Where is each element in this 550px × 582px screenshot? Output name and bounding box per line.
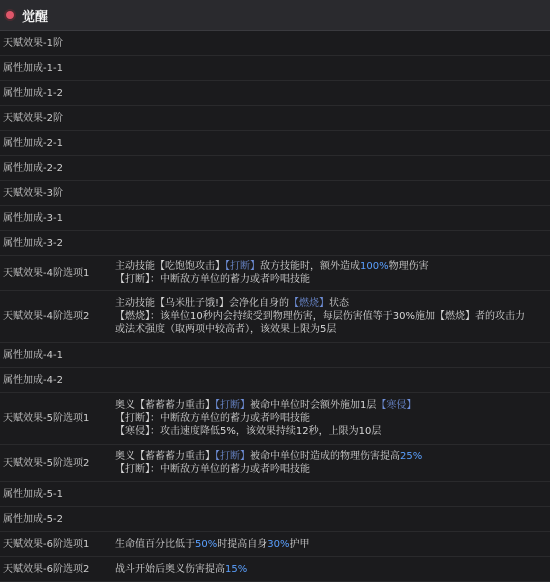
description-line <box>115 273 542 286</box>
highlight-text: 30% <box>267 538 290 550</box>
highlight-text: 【寒侵】 <box>376 400 417 411</box>
description-line <box>115 399 542 412</box>
description-text: 被命中单位时造成的物理伤害提高 <box>250 451 400 462</box>
row-label: 天赋效果-3阶 <box>3 187 63 199</box>
row-label: 天赋效果-1阶 <box>3 37 63 49</box>
table-row <box>0 31 550 56</box>
row-description <box>113 56 550 80</box>
description-text: 战斗开始后奥义伤害提高 <box>115 563 225 575</box>
highlight-text: 【打断】 <box>215 451 250 462</box>
description-text: 【燃烧】：该单位10秒内会持续受到物理伤害，每层伤害值等于30%施加【燃烧】者的攻击力 <box>115 311 525 322</box>
row-description <box>113 156 550 180</box>
row-description <box>113 231 550 255</box>
description-line <box>115 260 542 273</box>
description-text: 奥义【蓄蓄蓄力重击】 <box>115 400 215 411</box>
row-description <box>113 532 550 556</box>
highlight-text: 【打断】 <box>225 261 260 272</box>
highlight-text: 15% <box>225 563 248 575</box>
description-text: 敌方技能时，额外造成 <box>260 261 360 272</box>
row-label: 属性加成-4-2 <box>3 374 63 386</box>
row-label: 天赋效果-6阶选项1 <box>3 538 90 550</box>
row-label: 天赋效果-2阶 <box>3 112 63 124</box>
table-row <box>0 131 550 156</box>
description-line <box>115 323 542 336</box>
section-title: 觉醒 <box>22 9 49 25</box>
description-text: 【打断】：中断敌方单位的蓄力或者吟唱技能 <box>115 274 310 285</box>
table-row <box>0 291 550 343</box>
description-text: 主动技能【吃饱饱攻击】 <box>115 261 225 272</box>
row-description <box>113 31 550 55</box>
red-dot-icon <box>6 11 14 19</box>
description-text: 状态 <box>329 298 350 309</box>
table-row <box>0 231 550 256</box>
description-line <box>115 450 542 463</box>
table-row <box>0 56 550 81</box>
table-row <box>0 557 550 582</box>
row-description <box>113 368 550 392</box>
description-line <box>115 297 542 310</box>
row-label: 天赋效果-4阶选项2 <box>3 311 90 322</box>
row-description <box>113 482 550 506</box>
row-description <box>113 106 550 130</box>
description-text: 或法术强度（取两项中较高者），该效果上限为5层 <box>115 324 337 335</box>
row-description <box>113 206 550 230</box>
row-label: 属性加成-2-1 <box>3 137 63 149</box>
row-description <box>113 445 550 481</box>
highlight-text: 【燃烧】 <box>289 298 330 309</box>
row-description <box>113 393 550 444</box>
table-row <box>0 256 550 291</box>
row-label: 属性加成-3-1 <box>3 212 63 224</box>
description-line <box>115 310 542 323</box>
row-label: 属性加成-1-2 <box>3 87 63 99</box>
description-text: 护甲 <box>289 538 310 550</box>
row-label: 属性加成-3-2 <box>3 237 63 249</box>
row-label: 天赋效果-5阶选项2 <box>3 457 90 469</box>
highlight-text: 50% <box>195 538 218 550</box>
row-description <box>113 81 550 105</box>
table-row <box>0 181 550 206</box>
row-label: 天赋效果-5阶选项1 <box>3 413 90 424</box>
talent-table <box>0 31 550 582</box>
row-label: 属性加成-2-2 <box>3 162 63 174</box>
description-line <box>115 563 542 576</box>
row-label: 天赋效果-6阶选项2 <box>3 563 90 575</box>
table-row <box>0 368 550 393</box>
table-row <box>0 507 550 532</box>
description-text: 【打断】：中断敌方单位的蓄力或者吟唱技能 <box>115 464 310 475</box>
description-text: 【寒侵】：攻击速度降低5%，该效果持续12秒，上限为10层 <box>115 426 382 437</box>
row-label: 属性加成-1-1 <box>3 62 63 74</box>
description-text: 时提高自身 <box>217 538 268 550</box>
table-row <box>0 532 550 557</box>
description-text: 被命中单位时会额外施加1层 <box>250 400 377 411</box>
description-text: 奥义【蓄蓄蓄力重击】 <box>115 451 215 462</box>
description-text: 物理伤害 <box>388 261 429 272</box>
row-description <box>113 256 550 290</box>
row-description <box>113 131 550 155</box>
table-row <box>0 81 550 106</box>
row-description <box>113 291 550 342</box>
description-text: 【打断】：中断敌方单位的蓄力或者吟唱技能 <box>115 413 310 424</box>
table-row <box>0 445 550 482</box>
description-text: 主动技能【乌米肚子饿!】会净化自身的 <box>115 298 290 309</box>
table-row <box>0 206 550 231</box>
row-description <box>113 181 550 205</box>
section-header <box>0 0 550 31</box>
description-text: 生命值百分比低于 <box>115 538 195 550</box>
row-label: 属性加成-4-1 <box>3 349 63 361</box>
table-row <box>0 393 550 445</box>
description-line <box>115 538 542 551</box>
highlight-text: 【打断】 <box>215 400 250 411</box>
highlight-text: 25% <box>400 451 423 462</box>
table-row <box>0 482 550 507</box>
row-label: 属性加成-5-1 <box>3 488 63 500</box>
row-label: 天赋效果-4阶选项1 <box>3 267 90 279</box>
row-description <box>113 557 550 581</box>
table-row <box>0 343 550 368</box>
description-line <box>115 412 542 425</box>
table-row <box>0 156 550 181</box>
row-description <box>113 343 550 367</box>
row-description <box>113 507 550 531</box>
table-row <box>0 106 550 131</box>
highlight-text: 100% <box>360 261 389 272</box>
description-line <box>115 463 542 476</box>
row-label: 属性加成-5-2 <box>3 513 63 525</box>
description-line <box>115 425 542 438</box>
